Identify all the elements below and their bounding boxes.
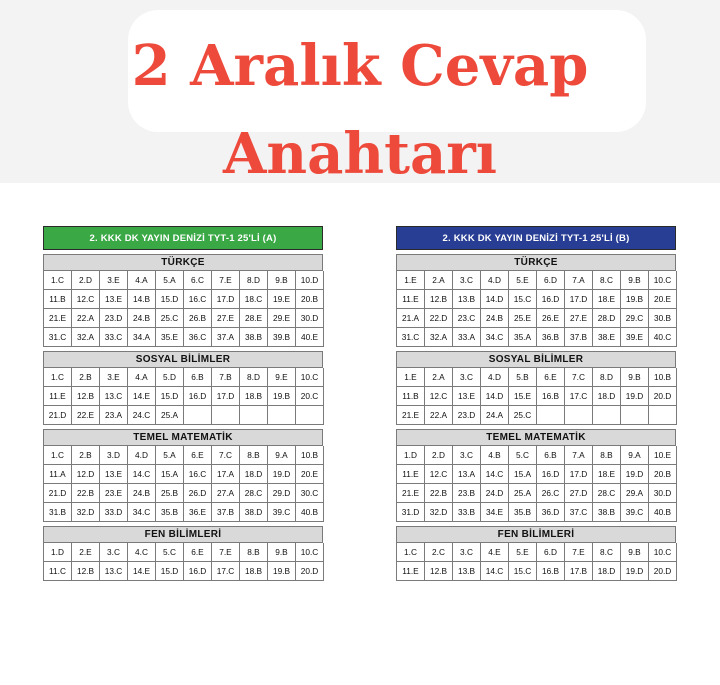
answer-cell: 27.A xyxy=(212,484,240,503)
answer-cell: 8.C xyxy=(593,271,621,290)
answer-cell: 22.E xyxy=(72,406,100,425)
answer-cell: 16.C xyxy=(184,465,212,484)
answer-cell: 39.C xyxy=(268,503,296,522)
answer-cell: 17.C xyxy=(212,562,240,581)
answer-cell: 18.E xyxy=(593,290,621,309)
answer-cell: 14.D xyxy=(481,290,509,309)
answer-cell: 27.D xyxy=(565,484,593,503)
subject-section xyxy=(396,351,676,425)
answer-cell: 39.C xyxy=(621,503,649,522)
answer-cell: 17.D xyxy=(565,290,593,309)
answer-cell: 5.A xyxy=(156,446,184,465)
answer-cell: 18.C xyxy=(240,290,268,309)
answer-cell: 17.B xyxy=(565,562,593,581)
answer-cell: 34.C xyxy=(128,503,156,522)
answer-cell: 1.C xyxy=(44,271,72,290)
answer-cell: 5.D xyxy=(156,368,184,387)
answer-cell: 1.C xyxy=(44,446,72,465)
answer-cell: 3.D xyxy=(100,446,128,465)
answer-cell: 23.C xyxy=(453,309,481,328)
answer-cell: 25.E xyxy=(509,309,537,328)
answer-cell: 25.A xyxy=(509,484,537,503)
answer-cell: 20.B xyxy=(296,290,324,309)
answer-cell: 11.E xyxy=(397,465,425,484)
answer-cell: 24.B xyxy=(128,309,156,328)
answer-cell: 15.A xyxy=(509,465,537,484)
answer-cell: 40.B xyxy=(649,503,677,522)
answer-cell: 9.A xyxy=(621,446,649,465)
answer-cell: 32.A xyxy=(72,328,100,347)
subject-title: FEN BİLİMLERİ xyxy=(396,526,676,543)
answer-cell: 34.C xyxy=(481,328,509,347)
answer-cell: 12.B xyxy=(72,562,100,581)
answer-grid xyxy=(396,446,676,522)
answer-cell: 5.C xyxy=(156,543,184,562)
answer-cell: 39.B xyxy=(268,328,296,347)
answer-cell: 12.C xyxy=(72,290,100,309)
answer-cell: 7.E xyxy=(565,543,593,562)
answer-cell: 28.D xyxy=(593,309,621,328)
answer-cell: 36.D xyxy=(537,503,565,522)
answer-grid xyxy=(43,543,323,581)
answer-cell: 37.A xyxy=(212,328,240,347)
answer-cell: 9.E xyxy=(268,368,296,387)
answer-cell: 35.B xyxy=(156,503,184,522)
answer-cell: 4.C xyxy=(128,543,156,562)
answer-cell: 5.E xyxy=(509,271,537,290)
answer-cell: 23.B xyxy=(453,484,481,503)
answer-cell: 32.D xyxy=(72,503,100,522)
answer-cell: 24.C xyxy=(128,406,156,425)
subject-title: SOSYAL BİLİMLER xyxy=(43,351,323,368)
answer-cell: 8.D xyxy=(240,368,268,387)
answer-cell: 6.E xyxy=(184,446,212,465)
answer-cell: 29.E xyxy=(268,309,296,328)
answer-cell: 25.B xyxy=(156,484,184,503)
answer-cell: 21.D xyxy=(44,406,72,425)
answer-cell: 23.D xyxy=(453,406,481,425)
answer-cell: 9.B xyxy=(621,543,649,562)
answer-cell: 1.C xyxy=(44,368,72,387)
answer-cell: 14.D xyxy=(481,387,509,406)
answer-cell: 24.D xyxy=(481,484,509,503)
answer-key-a xyxy=(43,226,323,581)
answer-cell: 9.B xyxy=(268,543,296,562)
answer-cell: 3.C xyxy=(453,446,481,465)
subject-title: TÜRKÇE xyxy=(43,254,323,271)
answer-cell: 15.A xyxy=(156,465,184,484)
answer-cell: 13.E xyxy=(453,387,481,406)
answer-cell: 7.C xyxy=(212,446,240,465)
answer-cell: 16.B xyxy=(537,387,565,406)
answer-cell xyxy=(296,406,324,425)
answer-cell: 34.A xyxy=(128,328,156,347)
answer-grid xyxy=(43,446,323,522)
answer-cell: 20.D xyxy=(296,562,324,581)
answer-grid xyxy=(396,271,676,347)
answer-cell: 20.C xyxy=(296,387,324,406)
answer-cell: 22.B xyxy=(425,484,453,503)
answer-cell: 8.C xyxy=(593,543,621,562)
answer-cell: 21.D xyxy=(44,484,72,503)
answer-cell: 12.B xyxy=(425,290,453,309)
answer-cell: 19.B xyxy=(268,562,296,581)
answer-cell: 20.D xyxy=(649,387,677,406)
answer-cell: 2.B xyxy=(72,368,100,387)
answer-cell: 6.E xyxy=(537,368,565,387)
answer-cell: 14.E xyxy=(128,562,156,581)
answer-cell: 5.B xyxy=(509,368,537,387)
answer-key-header: 2. KKK DK YAYIN DENİZİ TYT-1 25'Lİ (B) xyxy=(396,226,676,250)
answer-cell: 10.E xyxy=(649,446,677,465)
answer-cell xyxy=(537,406,565,425)
answer-cell: 36.C xyxy=(184,328,212,347)
answer-cell: 20.E xyxy=(296,465,324,484)
answer-cell: 32.D xyxy=(425,503,453,522)
answer-cell: 38.B xyxy=(593,503,621,522)
answer-cell: 24.A xyxy=(481,406,509,425)
answer-cell: 10.C xyxy=(649,271,677,290)
answer-cell: 6.B xyxy=(537,446,565,465)
answer-cell: 2.A xyxy=(425,368,453,387)
answer-cell: 31.B xyxy=(44,503,72,522)
answer-cell: 16.D xyxy=(184,387,212,406)
answer-cell xyxy=(184,406,212,425)
answer-cell: 40.C xyxy=(649,328,677,347)
answer-cell: 28.E xyxy=(240,309,268,328)
answer-cell: 1.E xyxy=(397,271,425,290)
answer-cell: 14.E xyxy=(128,387,156,406)
answer-cell: 25.A xyxy=(156,406,184,425)
answer-cell: 11.C xyxy=(44,562,72,581)
answer-cell: 29.D xyxy=(268,484,296,503)
answer-cell: 8.D xyxy=(240,271,268,290)
answer-cell: 18.D xyxy=(593,387,621,406)
answer-cell: 8.B xyxy=(593,446,621,465)
subject-title: TEMEL MATEMATİK xyxy=(396,429,676,446)
subject-title: TEMEL MATEMATİK xyxy=(43,429,323,446)
answer-cell: 40.B xyxy=(296,503,324,522)
answer-cell: 26.B xyxy=(184,309,212,328)
answer-cell: 11.E xyxy=(44,387,72,406)
page-title-line-2: Anahtarı xyxy=(222,121,498,187)
answer-cell: 16.B xyxy=(537,562,565,581)
answer-cell: 12.B xyxy=(72,387,100,406)
answer-cell: 21.E xyxy=(397,406,425,425)
answer-cell: 17.D xyxy=(212,290,240,309)
answer-cell: 4.A xyxy=(128,368,156,387)
answer-cell: 9.B xyxy=(621,271,649,290)
answer-cell: 3.C xyxy=(100,543,128,562)
answer-cell: 19.D xyxy=(621,465,649,484)
answer-cell xyxy=(621,406,649,425)
answer-cell: 22.D xyxy=(425,309,453,328)
answer-cell: 5.C xyxy=(509,446,537,465)
answer-cell: 7.A xyxy=(565,271,593,290)
answer-cell: 10.B xyxy=(296,446,324,465)
answer-cell: 7.A xyxy=(565,446,593,465)
answer-cell: 2.A xyxy=(425,271,453,290)
answer-cell: 15.E xyxy=(509,387,537,406)
answer-cell: 21.A xyxy=(397,309,425,328)
answer-cell: 10.C xyxy=(649,543,677,562)
answer-cell: 23.D xyxy=(100,309,128,328)
answer-cell: 2.D xyxy=(425,446,453,465)
subject-title: TÜRKÇE xyxy=(396,254,676,271)
answer-cell: 7.E xyxy=(212,271,240,290)
answer-cell: 12.B xyxy=(425,562,453,581)
answer-cell: 6.B xyxy=(184,368,212,387)
answer-cell: 40.E xyxy=(296,328,324,347)
answer-cell: 28.C xyxy=(240,484,268,503)
answer-cell: 35.A xyxy=(509,328,537,347)
answer-cell xyxy=(649,406,677,425)
answer-cell: 4.E xyxy=(481,543,509,562)
answer-cell: 10.D xyxy=(296,271,324,290)
subject-section xyxy=(43,429,323,522)
answer-cell: 21.E xyxy=(44,309,72,328)
answer-cell: 23.A xyxy=(100,406,128,425)
answer-cell: 28.C xyxy=(593,484,621,503)
answer-cell: 12.C xyxy=(425,465,453,484)
answer-cell: 10.C xyxy=(296,543,324,562)
answer-cell: 13.E xyxy=(100,290,128,309)
answer-cell xyxy=(268,406,296,425)
answer-cell: 19.D xyxy=(621,562,649,581)
answer-cell: 30.C xyxy=(296,484,324,503)
answer-cell: 7.C xyxy=(565,368,593,387)
answer-cell: 15.D xyxy=(156,562,184,581)
answer-cell: 20.B xyxy=(649,465,677,484)
answer-cell: 13.C xyxy=(100,387,128,406)
answer-cell: 11.A xyxy=(44,465,72,484)
answer-cell: 18.D xyxy=(240,465,268,484)
answer-cell: 8.B xyxy=(240,543,268,562)
answer-cell: 1.E xyxy=(397,368,425,387)
answer-key-b xyxy=(396,226,676,581)
answer-grid xyxy=(43,368,323,425)
answer-cell: 34.E xyxy=(481,503,509,522)
answer-key-header: 2. KKK DK YAYIN DENİZİ TYT-1 25'Lİ (A) xyxy=(43,226,323,250)
answer-cell: 12.D xyxy=(72,465,100,484)
answer-cell: 13.E xyxy=(100,465,128,484)
answer-cell: 19.B xyxy=(268,387,296,406)
answer-cell: 11.E xyxy=(397,290,425,309)
answer-cell: 39.E xyxy=(621,328,649,347)
answer-cell: 31.C xyxy=(397,328,425,347)
answer-cell: 14.C xyxy=(481,562,509,581)
answer-cell: 33.A xyxy=(453,328,481,347)
answer-cell: 3.E xyxy=(100,271,128,290)
answer-cell: 30.D xyxy=(296,309,324,328)
answer-cell: 1.C xyxy=(397,543,425,562)
page-title-line-1: 2 Aralık Cevap xyxy=(131,33,589,99)
subject-title: FEN BİLİMLERİ xyxy=(43,526,323,543)
answer-cell: 38.E xyxy=(593,328,621,347)
answer-cell: 24.B xyxy=(128,484,156,503)
answer-cell: 22.A xyxy=(72,309,100,328)
subject-section xyxy=(43,526,323,581)
answer-cell: 20.E xyxy=(649,290,677,309)
answer-cell: 2.D xyxy=(72,271,100,290)
answer-cell: 31.C xyxy=(44,328,72,347)
answer-cell: 29.C xyxy=(621,309,649,328)
answer-cell: 16.D xyxy=(537,290,565,309)
answer-cell: 19.B xyxy=(621,290,649,309)
answer-cell: 7.B xyxy=(212,368,240,387)
answer-cell xyxy=(212,406,240,425)
answer-cell: 31.D xyxy=(397,503,425,522)
subject-section xyxy=(43,351,323,425)
answer-cell: 10.B xyxy=(649,368,677,387)
answer-cell: 15.C xyxy=(509,562,537,581)
answer-cell: 37.B xyxy=(212,503,240,522)
answer-cell: 29.A xyxy=(621,484,649,503)
answer-cell: 30.D xyxy=(649,484,677,503)
answer-cell: 4.D xyxy=(481,271,509,290)
answer-cell: 19.D xyxy=(621,387,649,406)
answer-cell: 8.B xyxy=(240,446,268,465)
answer-cell: 33.B xyxy=(453,503,481,522)
answer-cell: 13.A xyxy=(453,465,481,484)
answer-cell: 26.D xyxy=(184,484,212,503)
answer-cell: 35.E xyxy=(156,328,184,347)
answer-cell: 37.B xyxy=(565,328,593,347)
subject-section xyxy=(396,429,676,522)
answer-cell: 18.D xyxy=(593,562,621,581)
answer-cell: 6.E xyxy=(184,543,212,562)
answer-cell: 23.E xyxy=(100,484,128,503)
answer-cell: 16.D xyxy=(184,562,212,581)
answer-grid xyxy=(396,368,676,425)
answer-cell: 9.B xyxy=(621,368,649,387)
answer-cell: 38.B xyxy=(240,328,268,347)
answer-cell: 25.C xyxy=(156,309,184,328)
answer-cell: 36.B xyxy=(537,328,565,347)
answer-cell: 14.C xyxy=(481,465,509,484)
answer-cell: 9.B xyxy=(268,271,296,290)
answer-cell: 2.E xyxy=(72,543,100,562)
answer-cell: 4.D xyxy=(481,368,509,387)
answer-cell: 36.E xyxy=(184,503,212,522)
answer-cell: 4.D xyxy=(128,446,156,465)
answer-cell: 15.C xyxy=(509,290,537,309)
answer-cell: 16.C xyxy=(184,290,212,309)
answer-cell: 15.D xyxy=(156,290,184,309)
answer-cell: 6.D xyxy=(537,543,565,562)
answer-cell xyxy=(593,406,621,425)
answer-cell: 18.B xyxy=(240,387,268,406)
answer-cell: 15.D xyxy=(156,387,184,406)
answer-cell: 1.D xyxy=(44,543,72,562)
answer-cell: 16.D xyxy=(537,465,565,484)
answer-cell: 21.E xyxy=(397,484,425,503)
answer-cell: 32.A xyxy=(425,328,453,347)
answer-cell: 19.D xyxy=(268,465,296,484)
answer-cell: 27.E xyxy=(212,309,240,328)
answer-cell: 1.D xyxy=(397,446,425,465)
answer-cell: 33.C xyxy=(100,328,128,347)
answer-cell: 35.B xyxy=(509,503,537,522)
answer-cell: 11.E xyxy=(397,562,425,581)
answer-cell: 13.B xyxy=(453,562,481,581)
answer-cell: 11.B xyxy=(397,387,425,406)
answer-cell: 17.D xyxy=(212,387,240,406)
answer-cell: 6.D xyxy=(537,271,565,290)
answer-cell: 3.C xyxy=(453,368,481,387)
answer-cell: 22.B xyxy=(72,484,100,503)
answer-cell: 37.C xyxy=(565,503,593,522)
answer-cell: 5.A xyxy=(156,271,184,290)
answer-cell: 17.C xyxy=(565,387,593,406)
answer-cell xyxy=(240,406,268,425)
answer-cell: 3.E xyxy=(100,368,128,387)
answer-cell: 2.B xyxy=(72,446,100,465)
answer-cell: 8.D xyxy=(593,368,621,387)
answer-cell: 7.E xyxy=(212,543,240,562)
answer-cell: 26.C xyxy=(537,484,565,503)
answer-cell: 17.A xyxy=(212,465,240,484)
answer-cell: 38.D xyxy=(240,503,268,522)
subject-title: SOSYAL BİLİMLER xyxy=(396,351,676,368)
answer-cell: 4.B xyxy=(481,446,509,465)
answer-cell: 26.E xyxy=(537,309,565,328)
answer-cell: 33.D xyxy=(100,503,128,522)
answer-cell: 22.A xyxy=(425,406,453,425)
answer-cell: 6.C xyxy=(184,271,212,290)
answer-cell: 20.D xyxy=(649,562,677,581)
answer-cell: 27.E xyxy=(565,309,593,328)
answer-cell: 13.C xyxy=(100,562,128,581)
answer-cell: 30.B xyxy=(649,309,677,328)
subject-section xyxy=(43,254,323,347)
answer-cell: 3.C xyxy=(453,271,481,290)
answer-cell: 10.C xyxy=(296,368,324,387)
answer-cell: 9.A xyxy=(268,446,296,465)
answer-cell xyxy=(565,406,593,425)
answer-grid xyxy=(43,271,323,347)
answer-cell: 14.C xyxy=(128,465,156,484)
subject-section xyxy=(396,526,676,581)
answer-cell: 17.D xyxy=(565,465,593,484)
answer-cell: 24.B xyxy=(481,309,509,328)
answer-cell: 19.E xyxy=(268,290,296,309)
answer-cell: 18.B xyxy=(240,562,268,581)
answer-cell: 12.C xyxy=(425,387,453,406)
answer-cell: 3.C xyxy=(453,543,481,562)
answer-cell: 18.E xyxy=(593,465,621,484)
answer-cell: 11.B xyxy=(44,290,72,309)
answer-grid xyxy=(396,543,676,581)
answer-cell: 4.A xyxy=(128,271,156,290)
answer-cell: 5.E xyxy=(509,543,537,562)
answer-cell: 25.C xyxy=(509,406,537,425)
subject-section xyxy=(396,254,676,347)
answer-cell: 14.B xyxy=(128,290,156,309)
answer-cell: 13.B xyxy=(453,290,481,309)
answer-cell: 2.C xyxy=(425,543,453,562)
